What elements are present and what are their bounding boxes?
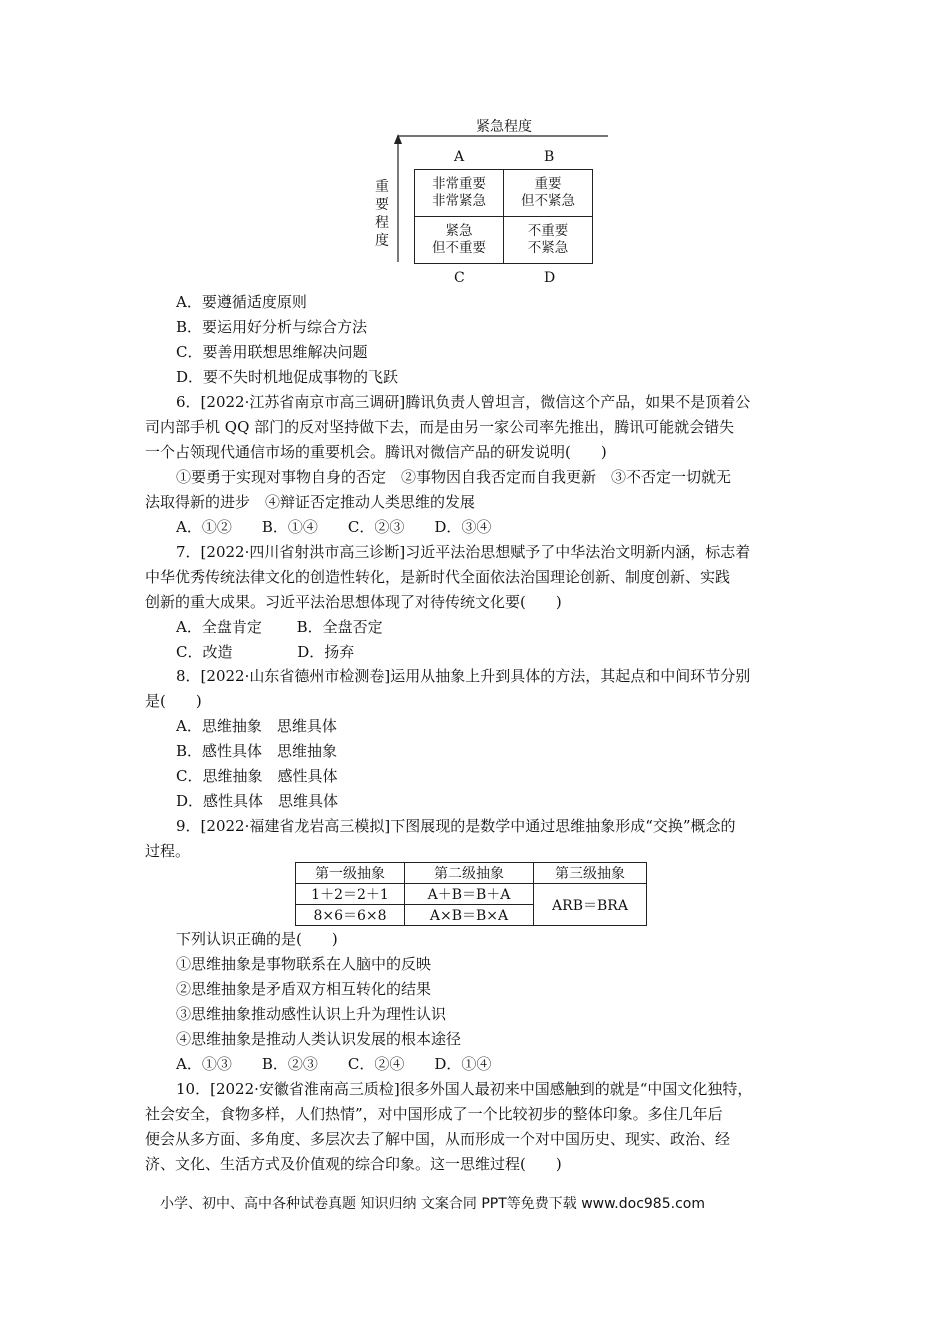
table-header: 第一级抽象 — [296, 863, 405, 884]
abstraction-table — [295, 862, 647, 926]
q7-options-cd: C．改造 D．扬弃 — [176, 643, 355, 661]
q7-line-1: 7．[2022·四川省射洪市高三诊断]习近平法治思想赋予了中华法治文明新内涵，标志着 — [176, 543, 751, 561]
q9-statement-3: ③思维抽象推动感性认识上升为理性认识 — [176, 1005, 447, 1023]
cell-c-line2: 但不重要 — [432, 240, 486, 256]
q9-statement-2: ②思维抽象是矛盾双方相互转化的结果 — [176, 980, 432, 998]
importance-label-3: 程 — [375, 215, 389, 231]
q5-option-a: A．要遵循适度原则 — [176, 293, 307, 311]
table-header: 第三级抽象 — [534, 863, 647, 884]
q8-line-2: 是( ) — [145, 692, 202, 710]
page-footer: 小学、初中、高中各种试卷真题 知识归纳 文案合同 PPT等免费下载 www.doc985.com — [160, 1196, 705, 1212]
q9-line-2: 过程。 — [145, 842, 191, 860]
q7-line-3: 创新的重大成果。习近平法治思想体现了对待传统文化要( ) — [145, 593, 562, 611]
q10-line-1: 10．[2022·安徽省淮南高三质检]很多外国人最初来中国感触到的就是“中国文化独特， — [176, 1080, 753, 1098]
cell-c — [414, 216, 504, 264]
cell-d-line2: 不紧急 — [527, 240, 569, 256]
label-c: C — [454, 270, 465, 286]
label-b: B — [544, 149, 555, 165]
q6-line-4: ①要勇于实现对事物自身的否定 ②事物因自我否定而自我更新 ③不否定一切就无 — [176, 468, 732, 486]
q8-option-c: C．思维抽象 感性具体 — [176, 767, 338, 785]
table-cell: A×B＝B×A — [405, 905, 534, 926]
q7-options-ab: A．全盘肯定 B．全盘否定 — [176, 618, 383, 636]
table-cell-merged: ARB＝BRA — [534, 884, 647, 926]
table-cell: 8×6＝6×8 — [296, 905, 405, 926]
q9-stem: 下列认识正确的是( ) — [176, 930, 338, 948]
label-a: A — [454, 149, 465, 165]
importance-label-4: 度 — [375, 233, 389, 249]
q6-line-2: 司内部手机 QQ 部门的反对坚持做下去，而是由另一家公司率先推出，腾讯可能就会错失 — [145, 418, 735, 436]
table-row — [296, 884, 647, 905]
cell-c-line1: 紧急 — [445, 223, 473, 239]
q9-options: A．①③ B．②③ C．②④ D．①④ — [176, 1055, 492, 1073]
label-d: D — [544, 270, 556, 286]
cell-d — [503, 216, 593, 264]
q10-line-4: 济、文化、生活方式及价值观的综合印象。这一思维过程( ) — [145, 1155, 562, 1173]
table-cell: 1＋2＝2＋1 — [296, 884, 405, 905]
cell-b-line1: 重要 — [534, 176, 562, 192]
q6-options: A．①② B．①④ C．②③ D．③④ — [176, 518, 492, 536]
q5-option-b: B．要运用好分析与综合方法 — [176, 318, 368, 336]
table-cell: A＋B＝B＋A — [405, 884, 534, 905]
q5-option-d: D．要不失时机地促成事物的飞跃 — [176, 368, 399, 386]
q6-line-5: 法取得新的进步 ④辩证否定推动人类思维的发展 — [145, 493, 476, 511]
cell-b-line2: 但不紧急 — [521, 193, 575, 209]
cell-d-line1: 不重要 — [527, 223, 569, 239]
q8-option-d: D．感性具体 思维具体 — [176, 792, 339, 810]
q7-line-2: 中华优秀传统法律文化的创造性转化，是新时代全面依法治国理论创新、制度创新、实践 — [145, 568, 731, 586]
cell-a — [414, 169, 504, 217]
table-header-row — [296, 863, 647, 884]
q9-statement-4: ④思维抽象是推动人类认识发展的根本途径 — [176, 1030, 462, 1048]
q9-statement-1: ①思维抽象是事物联系在人脑中的反映 — [176, 955, 432, 973]
q6-line-3: 一个占领现代通信市场的重要机会。腾讯对微信产品的研发说明( ) — [145, 443, 607, 461]
cell-b — [503, 169, 593, 217]
importance-urgency-matrix — [370, 112, 620, 292]
table-header: 第二级抽象 — [405, 863, 534, 884]
q9-line-1: 9．[2022·福建省龙岩高三模拟]下图展现的是数学中通过思维抽象形成“交换”概念的 — [176, 817, 736, 835]
q8-line-1: 8．[2022·山东省德州市检测卷]运用从抽象上升到具体的方法，其起点和中间环节分别 — [176, 667, 751, 685]
q5-option-c: C．要善用联想思维解决问题 — [176, 343, 368, 361]
importance-label-2: 要 — [375, 197, 389, 213]
cell-a-line2: 非常紧急 — [432, 193, 486, 209]
q8-option-a: A．思维抽象 思维具体 — [176, 717, 337, 735]
importance-label-1: 重 — [375, 179, 389, 195]
q10-line-2: 社会安全，食物多样，人们热情”，对中国形成了一个比较初步的整体印象。多住几年后 — [145, 1105, 723, 1123]
q6-line-1: 6．[2022·江苏省南京市高三调研]腾讯负责人曾坦言，微信这个产品，如果不是顶着公 — [176, 393, 751, 411]
cell-a-line1: 非常重要 — [432, 176, 486, 192]
urgency-label: 紧急程度 — [476, 119, 532, 135]
q8-option-b: B．感性具体 思维抽象 — [176, 742, 338, 760]
q10-line-3: 便会从多方面、多角度、多层次去了解中国，从而形成一个对中国历史、现实、政治、经 — [145, 1130, 731, 1148]
